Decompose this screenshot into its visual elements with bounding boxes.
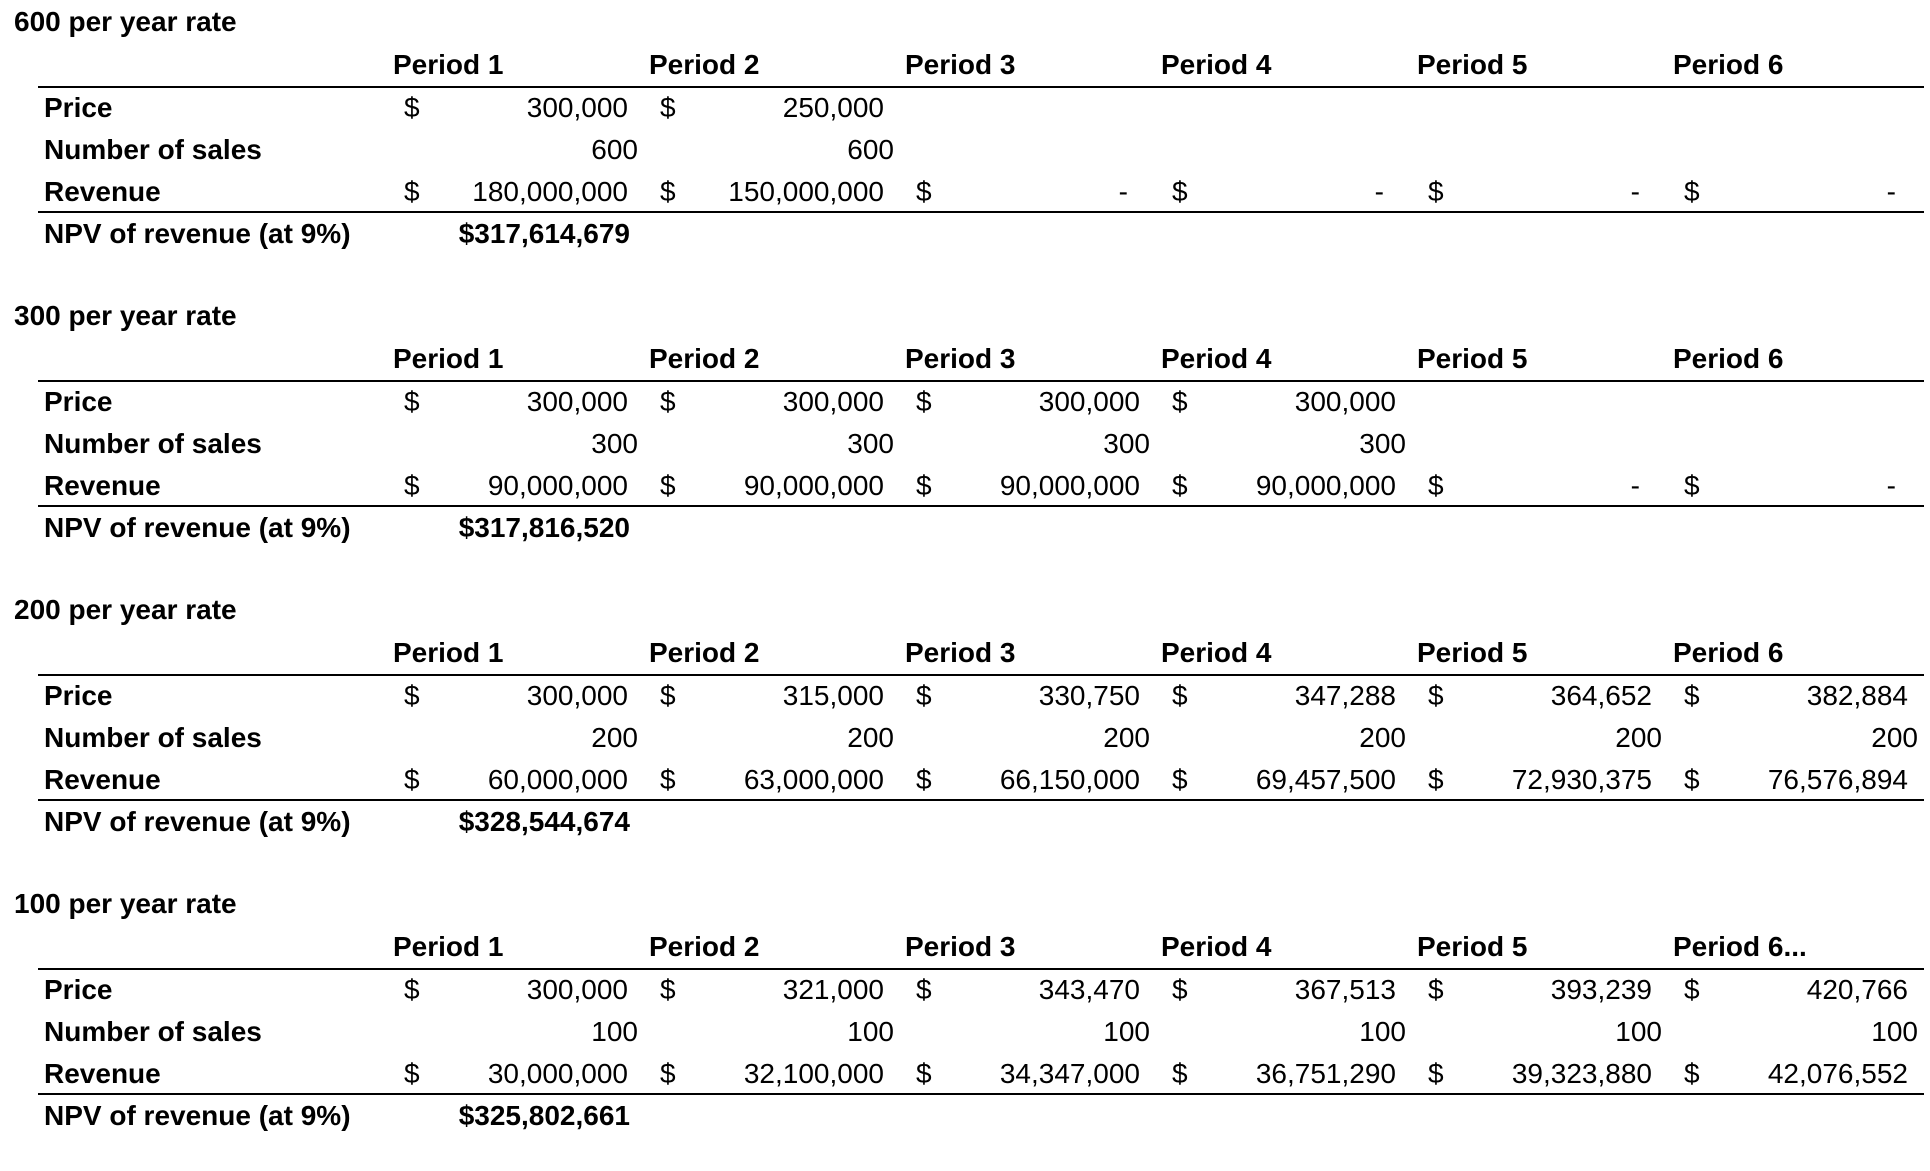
sales-cell: 300: [1103, 428, 1150, 459]
revenue-currency-symbol: $: [660, 1058, 676, 1089]
price-cell: 300,000: [526, 974, 628, 1005]
revenue-cell: 60,000,000: [487, 764, 628, 795]
price-cell: 315,000: [782, 680, 884, 711]
price-currency-symbol: $: [916, 386, 932, 417]
sales-cell: 100: [1615, 1016, 1662, 1047]
npv-value: $325,802,661: [458, 1100, 630, 1131]
period-header: Period 4: [1161, 931, 1272, 962]
revenue-cell: -: [1630, 470, 1640, 501]
revenue-currency-symbol: $: [916, 470, 932, 501]
revenue-currency-symbol: $: [660, 470, 676, 501]
revenue-currency-symbol: $: [1428, 176, 1444, 207]
period-header: Period 4: [1161, 637, 1272, 668]
rate-block: [0, 886, 1930, 1171]
revenue-cell: 69,457,500: [1255, 764, 1396, 795]
npv-label: NPV of revenue (at 9%): [44, 806, 351, 837]
npv-value: $328,544,674: [458, 806, 630, 837]
revenue-cell: -: [1886, 470, 1896, 501]
period-header: Period 6: [1673, 637, 1784, 668]
price-cell: 330,750: [1038, 680, 1140, 711]
revenue-currency-symbol: $: [916, 176, 932, 207]
period-header: Period 3: [905, 343, 1016, 374]
period-header: Period 5: [1417, 637, 1528, 668]
revenue-currency-symbol: $: [916, 1058, 932, 1089]
price-currency-symbol: $: [660, 680, 676, 711]
sales-cell: 100: [591, 1016, 638, 1047]
revenue-label: Revenue: [44, 1058, 161, 1089]
revenue-currency-symbol: $: [1684, 1058, 1700, 1089]
price-label: Price: [44, 680, 113, 711]
revenue-currency-symbol: $: [660, 764, 676, 795]
npv-label: NPV of revenue (at 9%): [44, 218, 351, 249]
price-label: Price: [44, 974, 113, 1005]
price-currency-symbol: $: [916, 974, 932, 1005]
price-cell: 300,000: [526, 680, 628, 711]
price-cell: 364,652: [1550, 680, 1652, 711]
price-cell: 343,470: [1038, 974, 1140, 1005]
revenue-cell: 90,000,000: [999, 470, 1140, 501]
price-label: Price: [44, 92, 113, 123]
price-cell: 382,884: [1806, 680, 1908, 711]
price-cell: 300,000: [1294, 386, 1396, 417]
block-title: 300 per year rate: [14, 300, 237, 331]
price-currency-symbol: $: [1684, 974, 1700, 1005]
revenue-underline: [38, 211, 1924, 213]
sales-cell: 200: [1103, 722, 1150, 753]
revenue-currency-symbol: $: [404, 470, 420, 501]
sales-cell: 200: [847, 722, 894, 753]
sales-cell: 200: [1615, 722, 1662, 753]
sales-cell: 200: [591, 722, 638, 753]
revenue-currency-symbol: $: [1684, 764, 1700, 795]
revenue-cell: -: [1886, 176, 1896, 207]
price-cell: 347,288: [1294, 680, 1396, 711]
revenue-cell: 90,000,000: [487, 470, 628, 501]
price-currency-symbol: $: [1172, 974, 1188, 1005]
period-header: Period 1: [393, 343, 504, 374]
period-header: Period 5: [1417, 343, 1528, 374]
revenue-cell: 42,076,552: [1767, 1058, 1908, 1089]
price-currency-symbol: $: [1428, 974, 1444, 1005]
revenue-cell: 34,347,000: [999, 1058, 1140, 1089]
revenue-label: Revenue: [44, 470, 161, 501]
npv-label: NPV of revenue (at 9%): [44, 512, 351, 543]
period-header: Period 1: [393, 637, 504, 668]
number-of-sales-label: Number of sales: [44, 428, 262, 459]
revenue-currency-symbol: $: [1428, 1058, 1444, 1089]
revenue-cell: 180,000,000: [472, 176, 628, 207]
price-cell: 300,000: [782, 386, 884, 417]
revenue-currency-symbol: $: [1172, 470, 1188, 501]
rate-block: [0, 298, 1930, 583]
revenue-underline: [38, 1093, 1924, 1095]
price-cell: 420,766: [1806, 974, 1908, 1005]
block-title: 200 per year rate: [14, 594, 237, 625]
sales-cell: 100: [1871, 1016, 1918, 1047]
revenue-cell: 66,150,000: [999, 764, 1140, 795]
period-header: Period 5: [1417, 931, 1528, 962]
revenue-currency-symbol: $: [660, 176, 676, 207]
period-header: Period 2: [649, 931, 760, 962]
price-cell: 250,000: [782, 92, 884, 123]
period-header: Period 3: [905, 49, 1016, 80]
header-underline: [38, 86, 1924, 88]
block-title: 600 per year rate: [14, 6, 237, 37]
rate-block: [0, 592, 1930, 877]
revenue-cell: -: [1118, 176, 1128, 207]
revenue-cell: 90,000,000: [1255, 470, 1396, 501]
price-currency-symbol: $: [404, 974, 420, 1005]
price-cell: 367,513: [1294, 974, 1396, 1005]
rate-block: [0, 4, 1930, 289]
revenue-cell: 30,000,000: [487, 1058, 628, 1089]
revenue-label: Revenue: [44, 176, 161, 207]
period-header: Period 3: [905, 931, 1016, 962]
price-currency-symbol: $: [404, 386, 420, 417]
sales-cell: 100: [1359, 1016, 1406, 1047]
sales-cell: 300: [591, 428, 638, 459]
revenue-cell: 39,323,880: [1511, 1058, 1652, 1089]
period-header: Period 1: [393, 49, 504, 80]
period-header: Period 3: [905, 637, 1016, 668]
revenue-cell: -: [1630, 176, 1640, 207]
revenue-cell: 76,576,894: [1767, 764, 1908, 795]
price-currency-symbol: $: [404, 680, 420, 711]
revenue-cell: 32,100,000: [743, 1058, 884, 1089]
price-currency-symbol: $: [916, 680, 932, 711]
period-header: Period 6: [1673, 343, 1784, 374]
price-currency-symbol: $: [1428, 680, 1444, 711]
sales-cell: 600: [847, 134, 894, 165]
price-currency-symbol: $: [1684, 680, 1700, 711]
price-currency-symbol: $: [660, 386, 676, 417]
npv-label: NPV of revenue (at 9%): [44, 1100, 351, 1131]
price-currency-symbol: $: [660, 974, 676, 1005]
revenue-currency-symbol: $: [1172, 764, 1188, 795]
period-header: Period 2: [649, 343, 760, 374]
price-cell: 393,239: [1550, 974, 1652, 1005]
period-header: Period 1: [393, 931, 504, 962]
sales-cell: 600: [591, 134, 638, 165]
sales-cell: 100: [847, 1016, 894, 1047]
period-header: Period 4: [1161, 49, 1272, 80]
header-underline: [38, 968, 1924, 970]
revenue-currency-symbol: $: [1428, 764, 1444, 795]
revenue-currency-symbol: $: [404, 176, 420, 207]
header-underline: [38, 674, 1924, 676]
price-currency-symbol: $: [404, 92, 420, 123]
price-cell: 300,000: [526, 92, 628, 123]
period-header: Period 2: [649, 637, 760, 668]
period-header: Period 2: [649, 49, 760, 80]
npv-value: $317,614,679: [458, 218, 630, 249]
number-of-sales-label: Number of sales: [44, 1016, 262, 1047]
price-currency-symbol: $: [660, 92, 676, 123]
revenue-label: Revenue: [44, 764, 161, 795]
sales-cell: 200: [1871, 722, 1918, 753]
price-label: Price: [44, 386, 113, 417]
block-title: 100 per year rate: [14, 888, 237, 919]
period-header: Period 4: [1161, 343, 1272, 374]
revenue-currency-symbol: $: [916, 764, 932, 795]
period-header: Period 5: [1417, 49, 1528, 80]
price-cell: 321,000: [782, 974, 884, 1005]
revenue-cell: 150,000,000: [728, 176, 884, 207]
sales-cell: 300: [1359, 428, 1406, 459]
period-header: Period 6: [1673, 49, 1784, 80]
npv-value: $317,816,520: [458, 512, 630, 543]
revenue-cell: 63,000,000: [743, 764, 884, 795]
header-underline: [38, 380, 1924, 382]
revenue-currency-symbol: $: [404, 1058, 420, 1089]
sales-cell: 200: [1359, 722, 1406, 753]
revenue-cell: 72,930,375: [1511, 764, 1652, 795]
revenue-cell: 90,000,000: [743, 470, 884, 501]
revenue-underline: [38, 505, 1924, 507]
revenue-cell: -: [1374, 176, 1384, 207]
sales-cell: 300: [847, 428, 894, 459]
revenue-underline: [38, 799, 1924, 801]
revenue-currency-symbol: $: [1684, 470, 1700, 501]
number-of-sales-label: Number of sales: [44, 134, 262, 165]
revenue-currency-symbol: $: [1684, 176, 1700, 207]
price-currency-symbol: $: [1172, 386, 1188, 417]
price-cell: 300,000: [1038, 386, 1140, 417]
price-cell: 300,000: [526, 386, 628, 417]
price-currency-symbol: $: [1172, 680, 1188, 711]
period-header: Period 6...: [1673, 931, 1807, 962]
revenue-currency-symbol: $: [404, 764, 420, 795]
revenue-currency-symbol: $: [1172, 1058, 1188, 1089]
revenue-cell: 36,751,290: [1255, 1058, 1396, 1089]
number-of-sales-label: Number of sales: [44, 722, 262, 753]
sales-cell: 100: [1103, 1016, 1150, 1047]
revenue-currency-symbol: $: [1428, 470, 1444, 501]
revenue-currency-symbol: $: [1172, 176, 1188, 207]
